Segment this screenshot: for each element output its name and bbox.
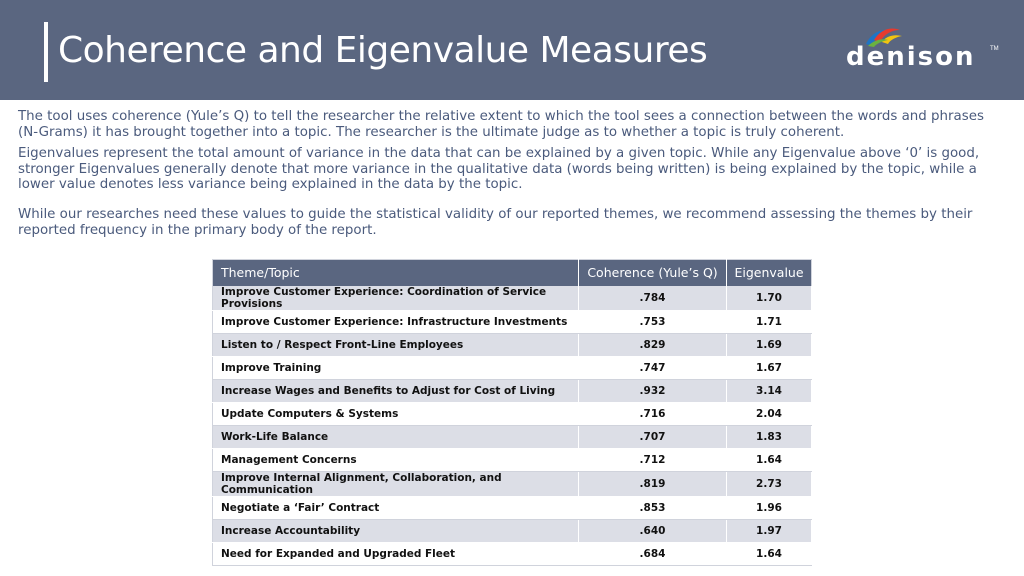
theme-cell: Increase Accountability: [213, 519, 579, 542]
table-row: [213, 519, 812, 542]
coherence-cell: .747: [579, 356, 727, 379]
coherence-cell: .753: [579, 310, 727, 333]
theme-cell: Improve Customer Experience: Infrastructure Investments: [213, 310, 579, 333]
column-header-eigenvalue: Eigenvalue: [727, 260, 812, 286]
eigenvalue-cell: 1.71: [727, 310, 812, 333]
coherence-cell: .819: [579, 471, 727, 496]
body-text: [18, 109, 1008, 244]
coherence-cell: .829: [579, 333, 727, 356]
coherence-paragraph: The tool uses coherence (Yule’s Q) to tell the researcher the relative extent to which the tool sees a connection between the words and phrases (N-Grams) it has brought together into a topic. The researcher is the ultimate judge as to whether a topic is truly coherent.: [18, 109, 984, 140]
table-row: [213, 379, 812, 402]
eigenvalue-paragraph: Eigenvalues represent the total amount of variance in the data that can be explained by a given topic. While any Eigenvalue above ‘0’ is good, stronger Eigenvalues generally denote that more variance in the qualitative data (words being written) is being explained by the topic, while a lower value denotes less variance being explained in the data by the topic.: [18, 146, 980, 193]
theme-cell: Update Computers & Systems: [213, 402, 579, 425]
table-row: [213, 310, 812, 333]
theme-cell: Work-Life Balance: [213, 425, 579, 448]
table-header-row: [213, 260, 812, 286]
theme-cell: Negotiate a ‘Fair’ Contract: [213, 496, 579, 519]
table-row: [213, 333, 812, 356]
title-accent-bar: [44, 22, 48, 82]
coherence-cell: .640: [579, 519, 727, 542]
table-row: [213, 542, 812, 565]
page-title: Coherence and Eigenvalue Measures: [58, 30, 708, 71]
eigenvalue-cell: 1.69: [727, 333, 812, 356]
coherence-cell: .716: [579, 402, 727, 425]
logo-trademark: TM: [990, 46, 999, 52]
eigenvalue-cell: 1.96: [727, 496, 812, 519]
theme-cell: Improve Internal Alignment, Collaboration, and Communication: [213, 471, 579, 496]
theme-cell: Improve Customer Experience: Coordination of Service Provisions: [213, 286, 579, 311]
coherence-cell: .853: [579, 496, 727, 519]
theme-cell: Management Concerns: [213, 448, 579, 471]
coherence-cell: .684: [579, 542, 727, 565]
logo-wordmark: denison: [846, 42, 976, 72]
eigenvalue-cell: 1.64: [727, 542, 812, 565]
theme-cell: Listen to / Respect Front-Line Employees: [213, 333, 579, 356]
eigenvalue-cell: 2.73: [727, 471, 812, 496]
slide-header: [0, 0, 1024, 100]
eigenvalue-cell: 1.64: [727, 448, 812, 471]
eigenvalue-cell: 2.04: [727, 402, 812, 425]
table-row: [213, 471, 812, 496]
denison-logo: [846, 26, 1000, 74]
table-row: [213, 286, 812, 311]
eigenvalue-cell: 3.14: [727, 379, 812, 402]
table-row: [213, 448, 812, 471]
table-row: [213, 402, 812, 425]
coherence-cell: .784: [579, 286, 727, 311]
table-row: [213, 425, 812, 448]
eigenvalue-cell: 1.97: [727, 519, 812, 542]
eigenvalue-cell: 1.70: [727, 286, 812, 311]
eigenvalue-cell: 1.83: [727, 425, 812, 448]
theme-cell: Improve Training: [213, 356, 579, 379]
measures-table: [212, 259, 812, 566]
recommendation-paragraph: While our researches need these values to guide the statistical validity of our reported themes, we recommend assessing the themes by their reported frequency in the primary body of the report.: [18, 206, 973, 238]
column-header-coherence: Coherence (Yule’s Q): [579, 260, 727, 286]
coherence-cell: .707: [579, 425, 727, 448]
eigenvalue-cell: 1.67: [727, 356, 812, 379]
theme-cell: Increase Wages and Benefits to Adjust for Cost of Living: [213, 379, 579, 402]
coherence-cell: .712: [579, 448, 727, 471]
table-row: [213, 496, 812, 519]
theme-cell: Need for Expanded and Upgraded Fleet: [213, 542, 579, 565]
coherence-cell: .932: [579, 379, 727, 402]
column-header-theme: Theme/Topic: [213, 260, 579, 286]
table-row: [213, 356, 812, 379]
